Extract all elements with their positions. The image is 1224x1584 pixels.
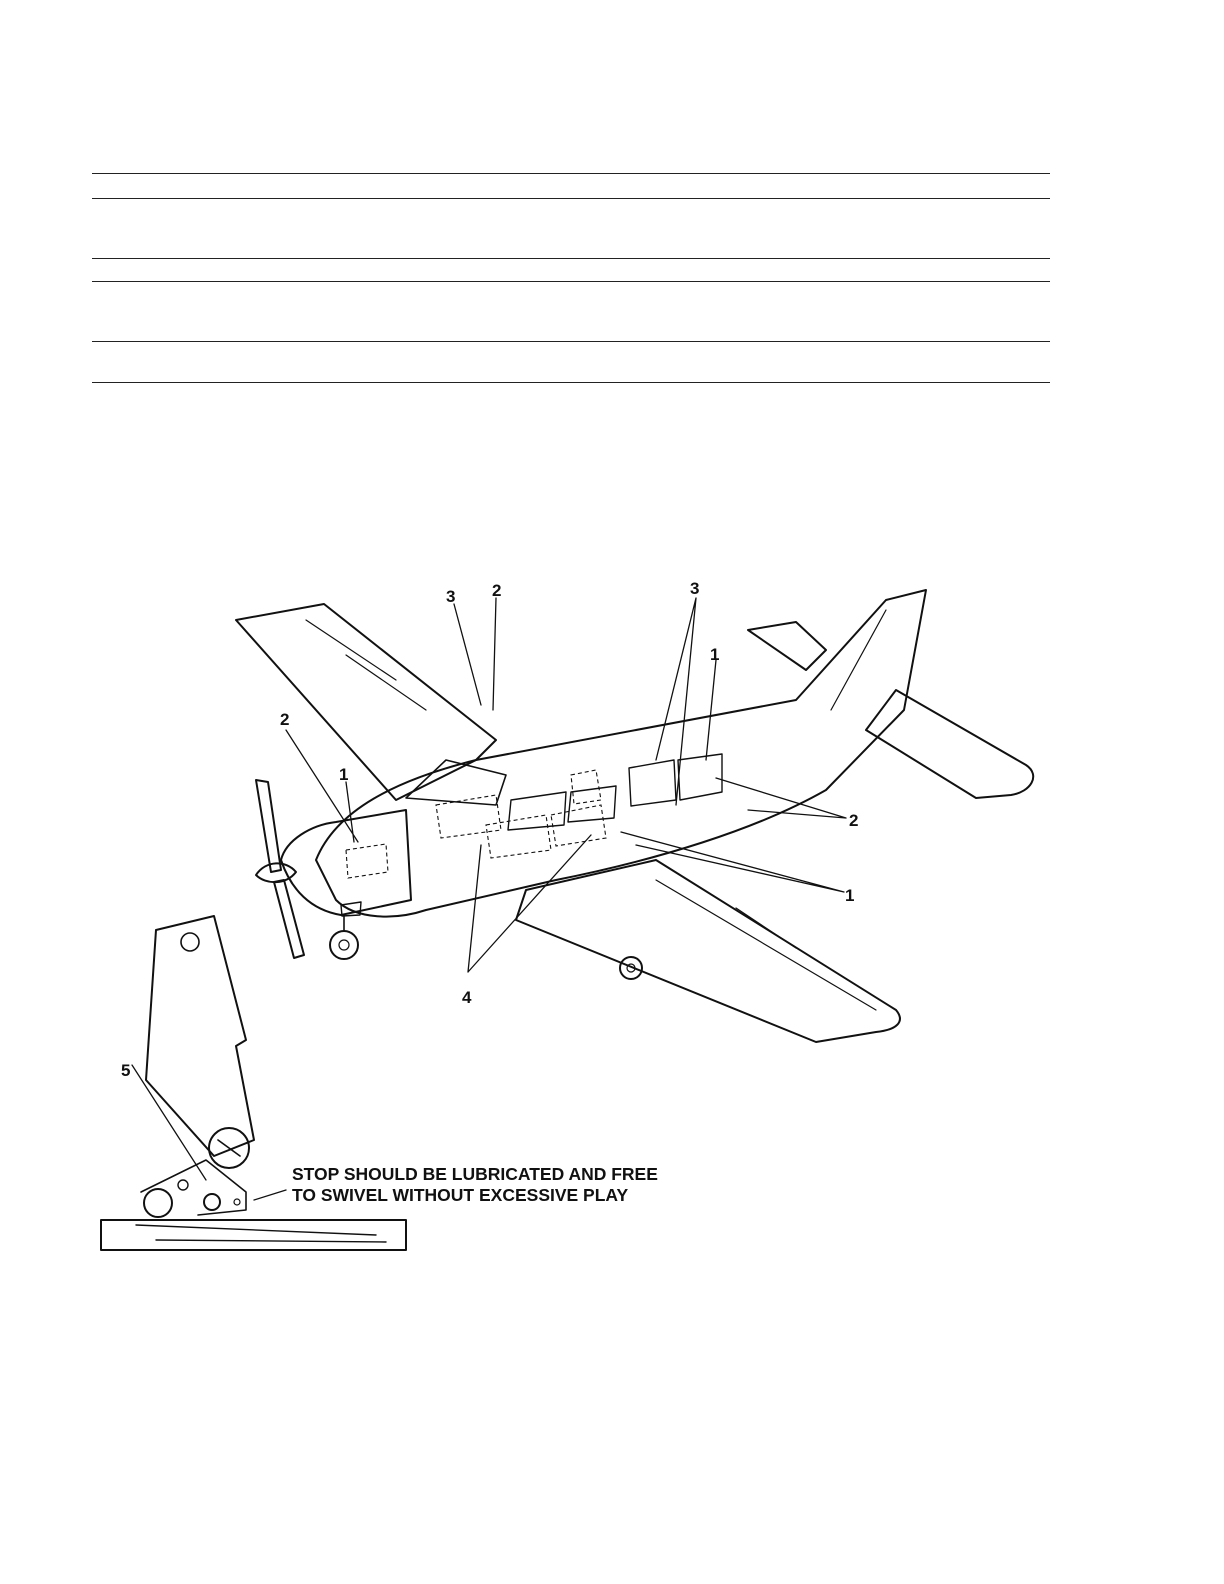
callout-1-nose: 1 xyxy=(339,765,349,784)
note-line-2: TO SWIVEL WITHOUT EXCESSIVE PLAY xyxy=(292,1185,629,1205)
table-rule-3 xyxy=(92,258,1050,259)
callout-3-left: 3 xyxy=(446,587,456,606)
table-rule-4 xyxy=(92,281,1050,282)
callout-2-top: 2 xyxy=(492,581,502,600)
aircraft-inspection-figure xyxy=(96,560,1046,1270)
callout-5: 5 xyxy=(121,1061,131,1080)
callout-1-right: 1 xyxy=(845,886,855,905)
table-rule-6 xyxy=(92,382,1050,383)
table-rule-5 xyxy=(92,341,1050,342)
callout-4: 4 xyxy=(462,988,472,1007)
callout-1-top: 1 xyxy=(710,645,720,664)
aircraft-diagram xyxy=(96,560,1046,1270)
table-rule-1 xyxy=(92,173,1050,174)
note-line-1: STOP SHOULD BE LUBRICATED AND FREE xyxy=(292,1164,658,1184)
aircraft-illustration xyxy=(132,590,1033,1180)
callout-2-nose: 2 xyxy=(280,710,290,729)
callout-2-right: 2 xyxy=(849,811,859,830)
callout-3-right: 3 xyxy=(690,579,700,598)
table-rule-2 xyxy=(92,198,1050,199)
